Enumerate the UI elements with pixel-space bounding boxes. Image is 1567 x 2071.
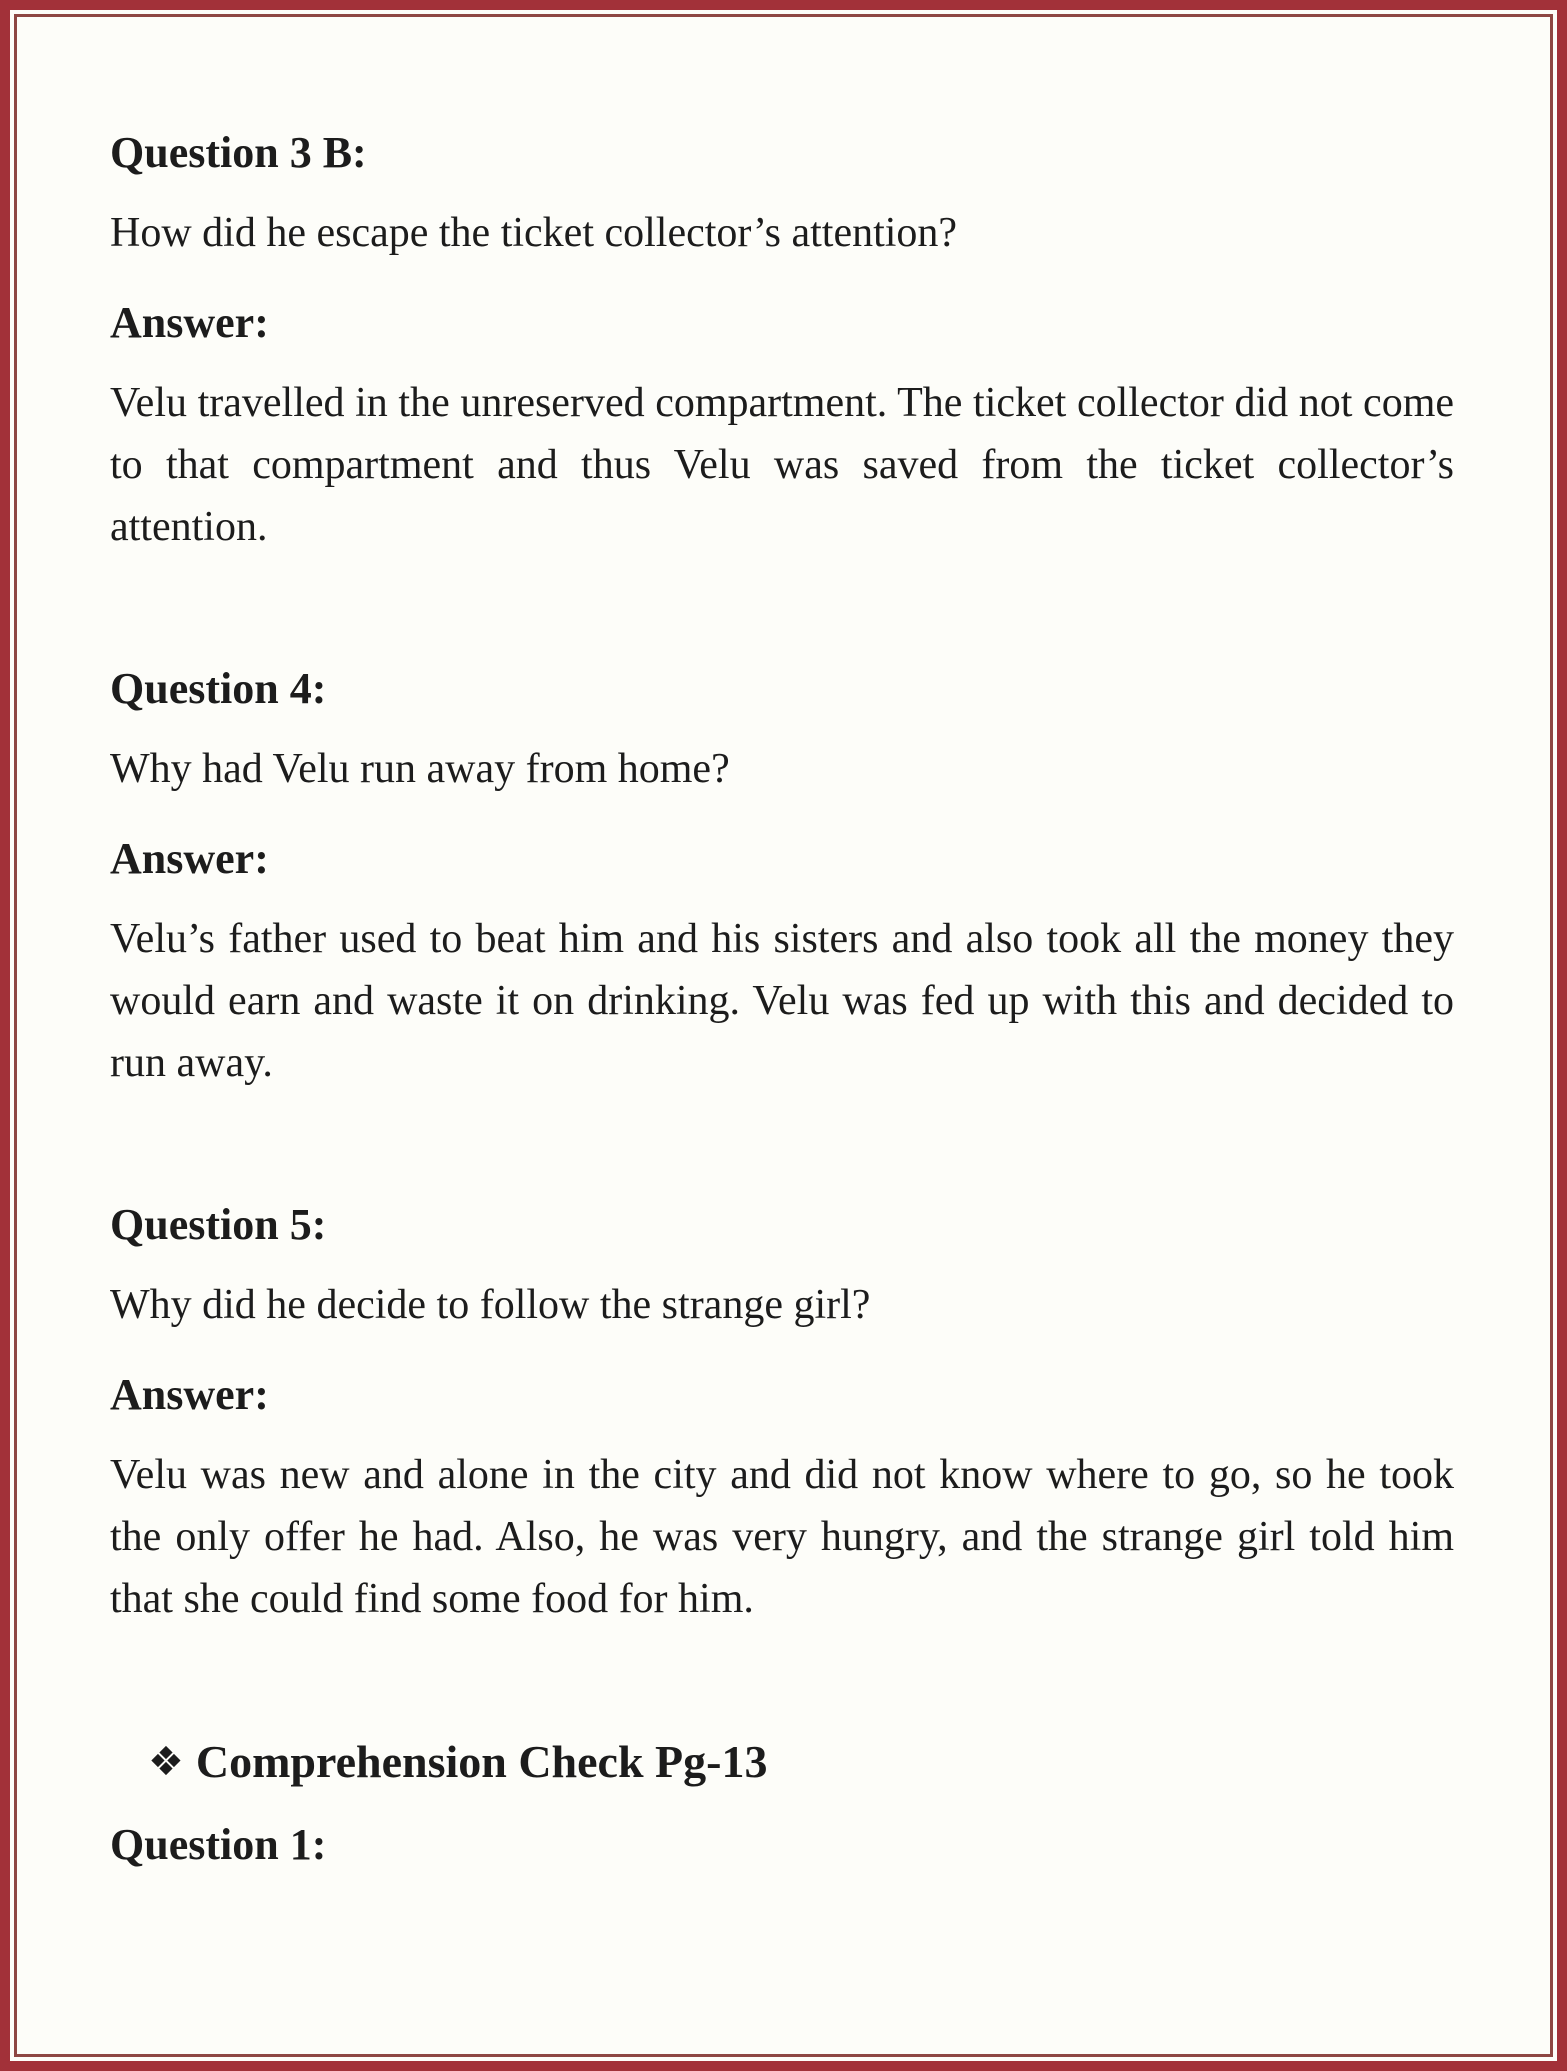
diamond-bullet-icon: ❖: [148, 1739, 184, 1785]
qa-block: [110, 658, 1454, 1094]
section-heading: [110, 1730, 1454, 1794]
next-question-heading: Question 1:: [110, 1820, 327, 1869]
answer-label: Answer:: [110, 834, 269, 883]
answer-paragraph: Velu travelled in the unreserved compartment. The ticket collector did not come to that compartment and thus Velu was saved from the ticket collector’s attention.: [110, 380, 1454, 550]
answer-label: Answer:: [110, 298, 269, 347]
question-heading: Question 4:: [110, 664, 327, 713]
question-text: How did he escape the ticket collector’s attention?: [110, 210, 958, 256]
question-text: Why had Velu run away from home?: [110, 746, 730, 792]
section-title: Comprehension Check Pg-13: [195, 1736, 768, 1787]
question-text: Why did he decide to follow the strange girl?: [110, 1282, 871, 1328]
answer-label: Answer:: [110, 1370, 269, 1419]
answer-paragraph: Velu’s father used to beat him and his sisters and also took all the money they would earn and waste it on drinking. Velu was fed up with this and decided to run away.: [110, 916, 1454, 1086]
question-heading: Question 5:: [110, 1200, 327, 1249]
qa-block: [110, 1194, 1454, 1630]
page-inner-frame: [14, 14, 1553, 2057]
answer-paragraph: Velu was new and alone in the city and did not know where to go, so he took the only offer he had. Also, he was very hungry, and the strange girl told him that she could find some food for him.: [110, 1452, 1454, 1622]
question-heading: Question 3 B:: [110, 128, 367, 177]
qa-block: [110, 122, 1454, 558]
